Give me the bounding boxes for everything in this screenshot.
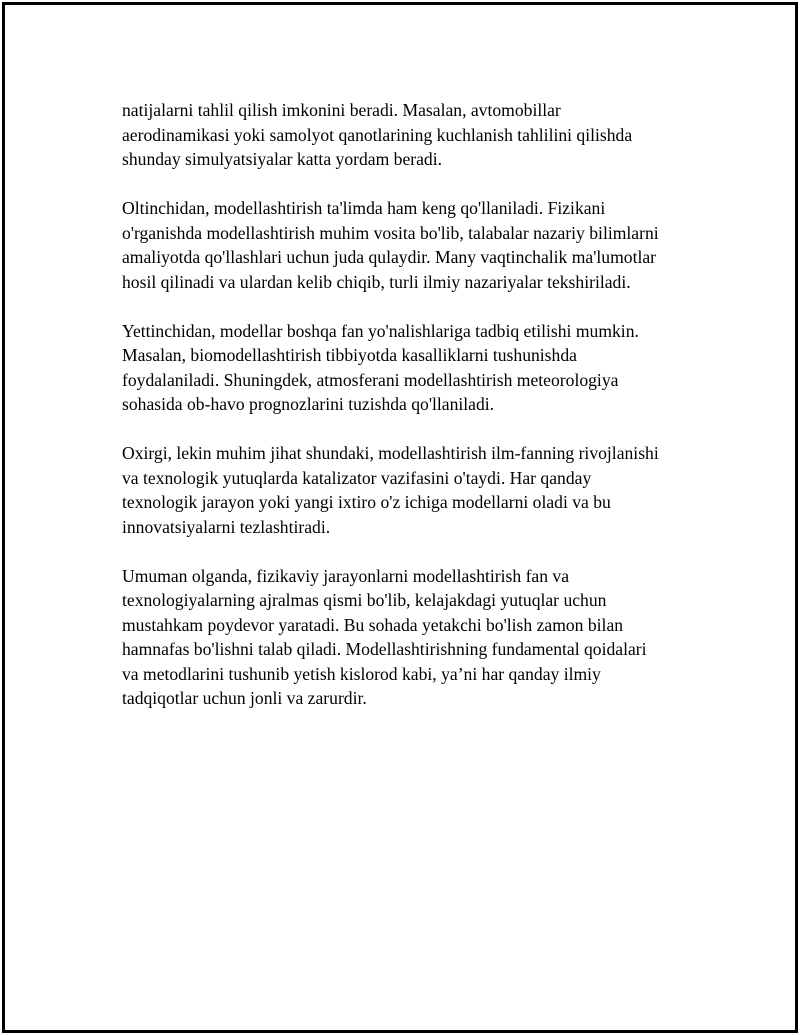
text-line: tadqiqotlar uchun jonli va zarurdir.: [122, 688, 367, 708]
text-line: Oltinchidan, modellashtirish ta'limda ham keng qo'llaniladi. Fizikani: [122, 198, 606, 218]
text-line: texnologiyalarning ajralmas qismi bo'lib, kelajakdagi yutuqlar uchun: [122, 590, 607, 610]
text-line: Masalan, biomodellashtirish tibbiyotda kasalliklarni tushunishda: [122, 345, 577, 365]
text-line: o'rganishda modellashtirish muhim vosita bo'lib, talabalar nazariy bilimlarni: [122, 222, 659, 243]
document-body: [122, 98, 702, 711]
text-line: mustahkam poydevor yaratadi. Bu sohada yetakchi bo'lish zamon bilan: [122, 614, 624, 635]
paragraph-5: [122, 564, 702, 711]
paragraph-1: [122, 98, 702, 172]
text-line: Oxirgi, lekin muhim jihat shundaki, modellashtirish ilm-fanning rivojlanishi: [122, 443, 659, 463]
text-line: aerodinamikasi yoki samolyot qanotlarining kuchlanish tahlilini qilishda: [122, 124, 633, 145]
text-line: va texnologik yutuqlarda katalizator vazifasini o'taydi. Har qanday: [122, 467, 592, 488]
text-line: amaliyotda qo'llashlari uchun juda qulaydir. Many vaqtinchalik ma'lumotlar: [122, 247, 657, 267]
paragraph-3: [122, 319, 702, 417]
text-line: shunday simulyatsiyalar katta yordam beradi.: [122, 149, 443, 169]
paragraph-4: [122, 441, 702, 539]
page-frame: [2, 2, 798, 1033]
text-line: texnologik jarayon yoki yangi ixtiro o'z ichiga modellarni oladi va bu: [122, 492, 611, 512]
text-line: Umuman olganda, fizikaviy jarayonlarni modellashtirish fan va: [122, 565, 570, 586]
text-line: va metodlarini tushunib yetish kislorod kabi, ya’ni har qanday ilmiy: [122, 663, 601, 684]
paragraph-2: [122, 196, 702, 294]
text-line: natijalarni tahlil qilish imkonini beradi. Masalan, avtomobillar: [122, 100, 561, 120]
text-line: hamnafas bo'lishni talab qiladi. Modellashtirishning fundamental qoidalari: [122, 639, 647, 659]
text-line: sohasida ob-havo prognozlarini tuzishda qo'llaniladi.: [122, 394, 495, 414]
text-line: hosil qilinadi va ulardan kelib chiqib, turli ilmiy nazariyalar tekshiriladi.: [122, 271, 631, 292]
text-line: foydalaniladi. Shuningdek, atmosferani modellashtirish meteorologiya: [122, 369, 619, 390]
text-line: innovatsiyalarni tezlashtiradi.: [122, 516, 331, 537]
text-line: Yettinchidan, modellar boshqa fan yo'nalishlariga tadbiq etilishi mumkin.: [122, 320, 639, 341]
